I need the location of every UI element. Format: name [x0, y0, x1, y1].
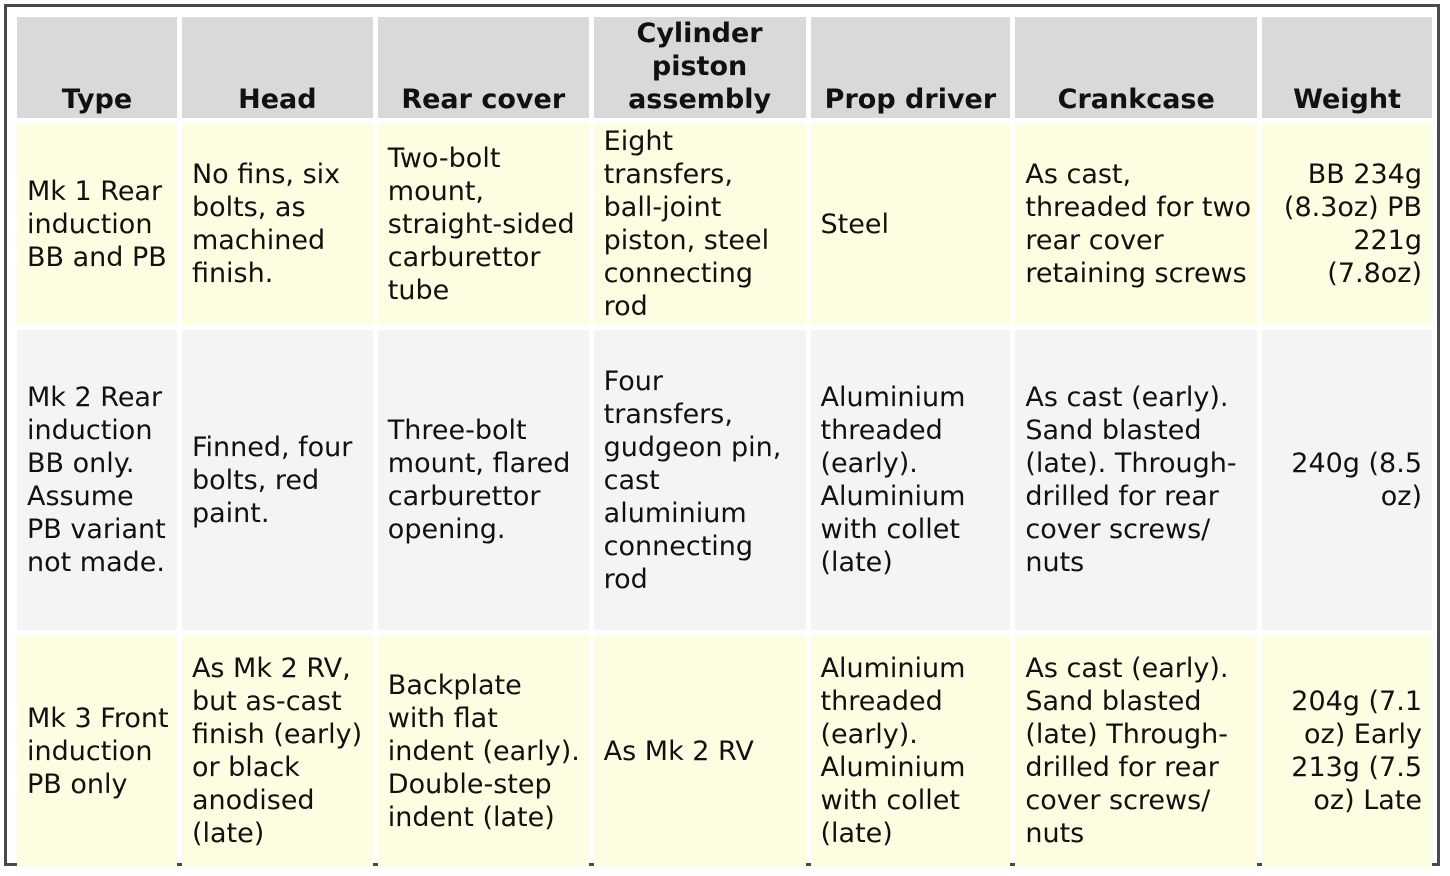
cell-head: As Mk 2 RV, but as-cast finish (early) or black anodised (late)	[182, 635, 373, 867]
cell-cylinder: Eight transfers, ball-joint piston, steel connecting rod	[594, 123, 806, 325]
cell-rear-cover: Two-bolt mount, straight-sided carburettor tube	[378, 123, 589, 325]
cell-type: Mk 1 Rear induction BB and PB	[17, 123, 177, 325]
cell-type: Mk 3 Front induction PB only	[17, 635, 177, 867]
engine-variants-table	[12, 12, 1437, 872]
header-head: Head	[182, 17, 373, 118]
cell-weight: 204g (7.1 oz) Early 213g (7.5 oz) Late	[1262, 635, 1432, 867]
table-row	[17, 635, 1432, 867]
cell-cylinder: As Mk 2 RV	[594, 635, 806, 867]
cell-rear-cover: Three-bolt mount, flared carburettor opening.	[378, 330, 589, 630]
cell-prop-driver: Aluminium threaded (early). Aluminium with collet (late)	[811, 635, 1011, 867]
cell-weight: 240g (8.5 oz)	[1262, 330, 1432, 630]
cell-crankcase: As cast, threaded for two rear cover retaining screws	[1015, 123, 1257, 325]
header-crankcase: Crankcase	[1015, 17, 1257, 118]
cell-head: No fins, six bolts, as machined finish.	[182, 123, 373, 325]
cell-type: Mk 2 Rear induction BB only. Assume PB variant not made.	[17, 330, 177, 630]
cell-cylinder: Four transfers, gudgeon pin, cast aluminium connecting rod	[594, 330, 806, 630]
table-frame	[4, 4, 1440, 866]
header-rear-cover: Rear cover	[378, 17, 589, 118]
cell-head: Finned, four bolts, red paint.	[182, 330, 373, 630]
header-cylinder-piston-assembly: Cylinder piston assembly	[594, 17, 806, 118]
cell-prop-driver: Aluminium threaded (early). Aluminium with collet (late)	[811, 330, 1011, 630]
cell-crankcase: As cast (early). Sand blasted (late). Through-drilled for rear cover screws/ nuts	[1015, 330, 1257, 630]
cell-weight: BB 234g (8.3oz) PB 221g (7.8oz)	[1262, 123, 1432, 325]
header-weight: Weight	[1262, 17, 1432, 118]
header-type: Type	[17, 17, 177, 118]
table-row	[17, 123, 1432, 325]
cell-prop-driver: Steel	[811, 123, 1011, 325]
cell-crankcase: As cast (early). Sand blasted (late) Through-drilled for rear cover screws/ nuts	[1015, 635, 1257, 867]
header-row	[17, 17, 1432, 118]
cell-rear-cover: Backplate with flat indent (early). Double-step indent (late)	[378, 635, 589, 867]
header-prop-driver: Prop driver	[811, 17, 1011, 118]
table-row	[17, 330, 1432, 630]
